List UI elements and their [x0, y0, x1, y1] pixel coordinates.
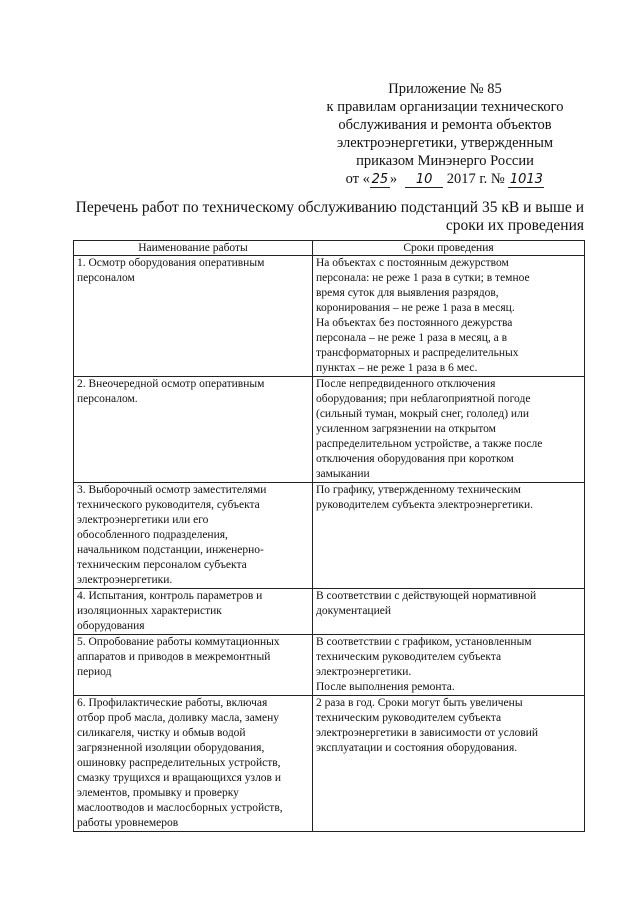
terms-cell: 2 раза в год. Сроки могут быть увеличены техническим руководителем субъекта электроэнергетики в зависимости от условий эксплуатации и состояния оборудования.	[313, 696, 585, 832]
table-row	[74, 256, 585, 377]
terms-cell: По графику, утвержденному техническим руководителем субъекта электроэнергетики.	[313, 483, 585, 589]
table-row	[74, 589, 585, 635]
order-number-handwritten: 1013	[509, 172, 543, 187]
table-row	[74, 483, 585, 589]
appendix-line-2: к правилам организации технического	[326, 99, 564, 115]
terms-cell: После непредвиденного отключения оборудования; при неблагоприятной погоде (сильный туман, мокрый снег, гололед) или усиленном загрязнении на открытом распределительном устройстве, а также после отключения оборудования при коротком замыкании	[313, 377, 585, 483]
document-title	[70, 199, 584, 235]
table-row	[74, 696, 585, 832]
work-cell: 4. Испытания, контроль параметров и изоляционных характеристик оборудования	[74, 589, 313, 635]
terms-cell: В соответствии с действующей нормативной документацией	[313, 589, 585, 635]
appendix-line-5: приказом Минэнерго России	[356, 153, 534, 169]
terms-cell: В соответствии с графиком, установленным техническим руководителем субъекта электроэнергетики. После выполнения ремонта.	[313, 635, 585, 696]
appendix-line-4: электроэнергетики, утвержденным	[337, 135, 553, 151]
works-table	[73, 240, 585, 832]
date-prefix: от «	[345, 171, 370, 187]
appendix-line-3: обслуживания и ремонта объектов	[338, 117, 552, 133]
appendix-number: Приложение № 85	[388, 81, 502, 97]
date-mid: »	[389, 171, 398, 187]
title-line-1: Перечень работ по техническому обслуживанию подстанций 35 кВ и выше и	[75, 199, 584, 216]
date-year: 2017 г. №	[446, 171, 505, 187]
work-cell: 6. Профилактические работы, включая отбор проб масла, доливку масла, замену силикагеля, чистку и обмыв водой загрязненной изоляции оборудования, ошиновку распределительных устройств, смазку трущихся и вращающихся узлов и элементов, промывку и проверку маслоотводов и маслосборных устройств, работы уровнемеров	[74, 696, 313, 832]
date-month-handwritten: 10	[405, 172, 443, 188]
order-date-line	[300, 170, 590, 188]
work-cell: 1. Осмотр оборудования оперативным персоналом	[74, 256, 313, 377]
work-cell: 2. Внеочередной осмотр оперативным персоналом.	[74, 377, 313, 483]
work-cell: 5. Опробование работы коммутационных аппаратов и приводов в межремонтный период	[74, 635, 313, 696]
work-cell: 3. Выборочный осмотр заместителями технического руководителя, субъекта электроэнергетики или его обособленного подразделения, начальником подстанции, инженерно- техническим персоналом субъекта электроэнергетики.	[74, 483, 313, 589]
appendix-header	[300, 80, 590, 188]
header-terms: Сроки проведения	[313, 241, 585, 256]
table-row	[74, 377, 585, 483]
header-work-name: Наименование работы	[74, 241, 313, 256]
date-day-handwritten: 25	[371, 172, 389, 187]
terms-cell: На объектах с постоянным дежурством персонала: не реже 1 раза в сутки; в темное время суток для выявления разрядов, коронирования – не реже 1 раза в месяц. На объектах без постоянного дежурства персонала – не реже 1 раза в месяц, а в трансформаторных и распределительных пунктах – не реже 1 раза в 6 мес.	[313, 256, 585, 377]
title-line-2: сроки их проведения	[445, 217, 584, 234]
table-header-row	[74, 241, 585, 256]
table-row	[74, 635, 585, 696]
